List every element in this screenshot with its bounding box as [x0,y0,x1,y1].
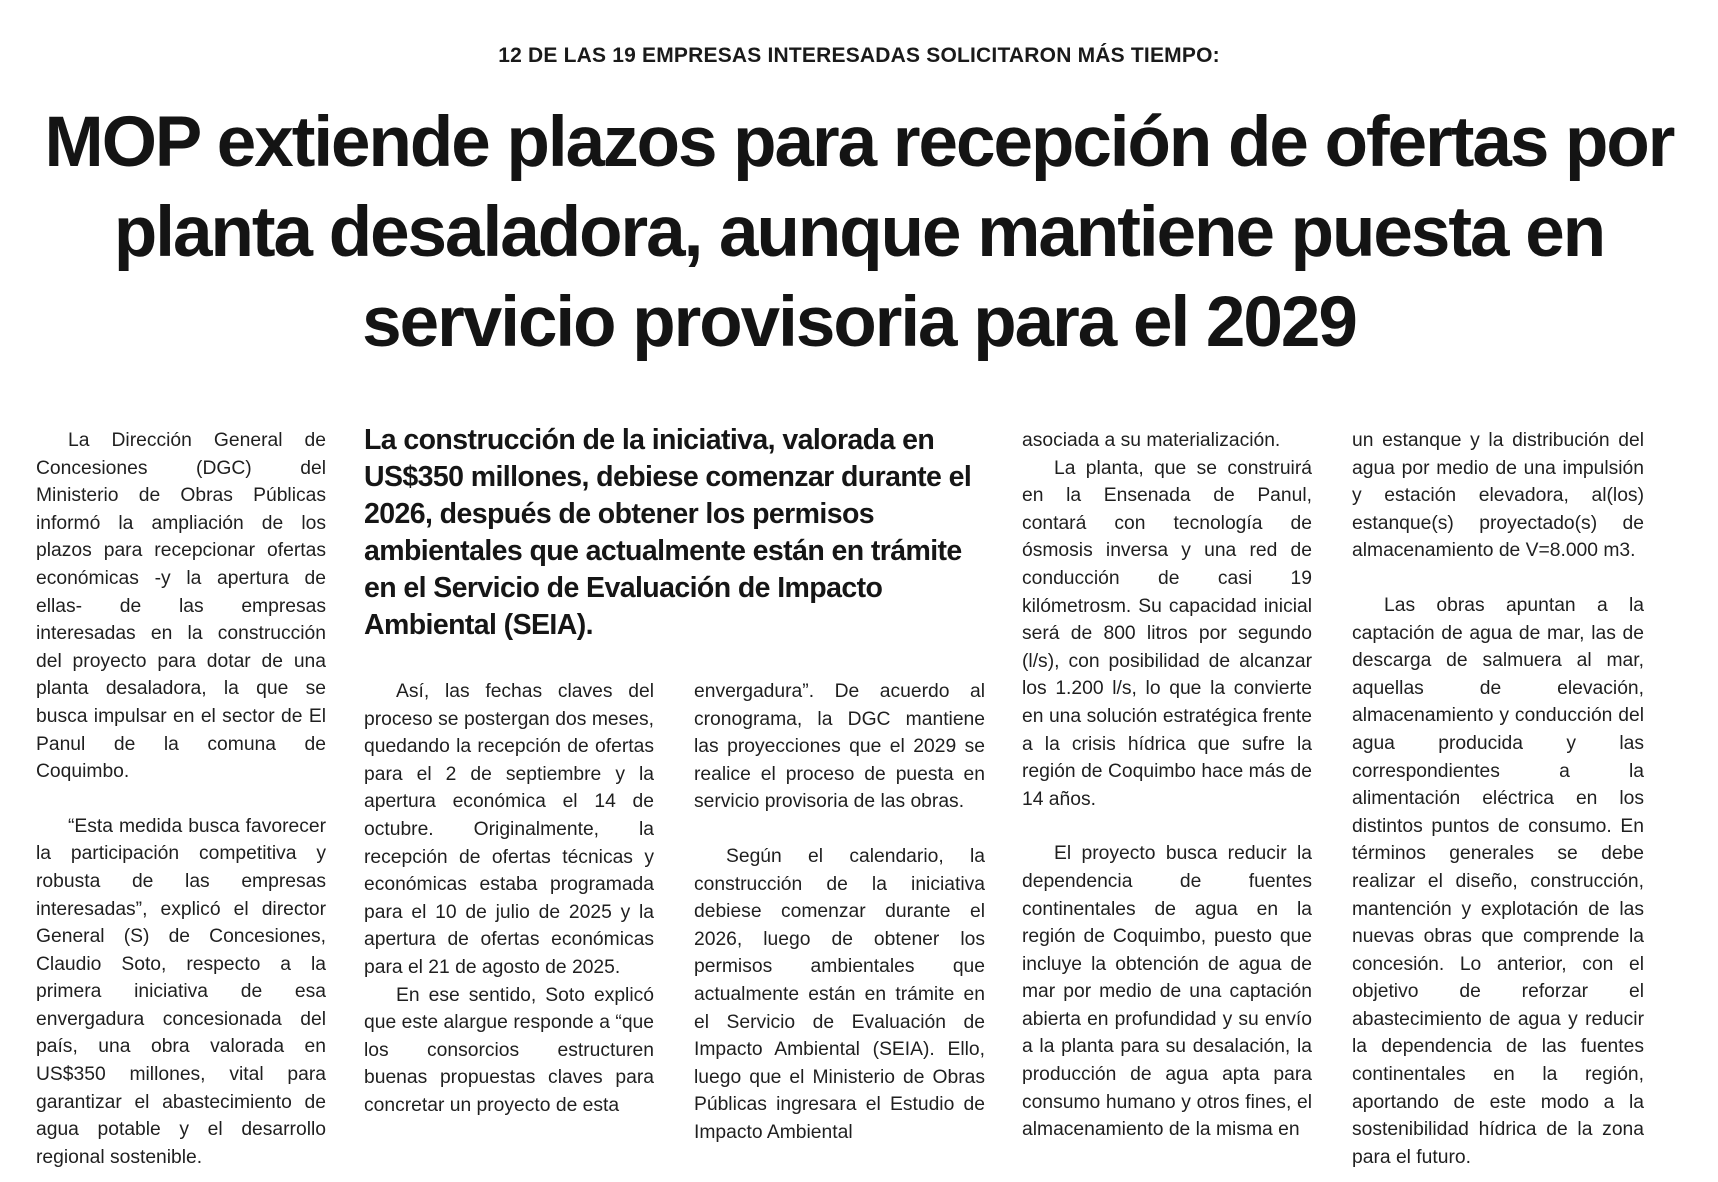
paragraph: envergadura”. De acuerdo al cronograma, la DGC mantiene las proyecciones que el 2029 se realice el proceso de puesta en servicio provisoria de las obras. [694,681,985,813]
body-column-1 [36,427,326,1171]
paragraph: En ese sentido, Soto explicó que este alargue responde a “que los consorcios estructuren buenas propuestas claves para concretar un proyecto de esta [364,984,654,1116]
article-headline: MOP extiende plazos para recepción de ofertas por planta desaladora, aunque mantiene puesta en servicio provisoria para el 2029 [44,103,1674,362]
paragraph: Según el calendario, la construcción de la iniciativa debiese comenzar durante el 2026, luego de obtener los permisos ambientales que actualmente están en trámite en el Servicio de Evaluación de Impacto Ambiental (SEIA). Ello, luego que el Ministerio de Obras Públicas ingresara el Estudio de Impacto Ambiental [694,845,985,1143]
paragraph: El proyecto busca reducir la dependencia de fuentes continentales de agua en la región de Coquimbo, puesto que incluye la obtención de agua de mar por medio de una captación abierta en profundidad y su envío a la planta para su desalación, la producción de agua apta para consumo humano y otros fines, el almacenamiento de la misma en [1022,843,1312,1141]
paragraph: “Esta medida busca favorecer la participación competitiva y robusta de las empresas interesadas”, explicó el director General (S) de Concesiones, Claudio Soto, respecto a la primera iniciativa de esa envergadura concesionada del país, una obra valorada en US$350 millones, vital para garantizar el abastecimiento de agua potable y el desarrollo regional sostenible. [36,815,326,1168]
paragraph: un estanque y la distribución del agua por medio de una impulsión y estación elevadora, al(los) estanque(s) proyectado(s) de almacenamiento de V=8.000 m3. [1352,430,1644,562]
paragraph: asociada a su materialización. [1022,430,1281,451]
paragraph: La planta, que se construirá en la Ensenada de Panul, contará con tecnología de ósmosis inversa y una red de conducción de casi 19 kilómetrosm. Su capacidad inicial será de 800 litros por segundo (l/s), con posibilidad de alcanzar los 1.200 l/s, lo que la convierte en una solución estratégica frente a la crisis hídrica que sufre la región de Coquimbo hace más de 14 años. [1022,457,1312,810]
article-deck: La construcción de la iniciativa, valorada en US$350 millones, debiese comenzar durante el 2026, después de obtener los permisos ambientales que actualmente están en trámite en el Servicio de Evaluación de Impacto Ambiental (SEIA). [364,424,972,641]
article-kicker: 12 DE LAS 19 EMPRESAS INTERESADAS SOLICITARON MÁS TIEMPO: [498,44,1220,67]
paragraph: Las obras apuntan a la captación de agua de mar, las de descarga de salmuera al mar, aquellas de elevación, almacenamiento y conducción del agua producida y las correspondientes a la alimentación eléctrica en los distintos puntos de consumo. En términos generales se debe realizar el diseño, construcción, mantención y explotación de las nuevas obras que comprende la concesión. Lo anterior, con el objetivo de reforzar el abastecimiento de agua y reducir la dependencia de las fuentes continentales en la región, aportando de este modo a la sostenibilidad hídrica de la zona para el futuro. [1352,594,1644,1168]
body-column-4 [1022,427,1312,1144]
paragraph: Así, las fechas claves del proceso se postergan dos meses, quedando la recepción de ofertas para el 2 de septiembre y la apertura económica el 14 de octubre. Originalmente, la recepción de ofertas técnicas y económicas estaba programada para el 10 de julio de 2025 y la apertura de ofertas económicas para el 21 de agosto de 2025. [364,681,654,978]
paragraph: La Dirección General de Concesiones (DGC) del Ministerio de Obras Públicas informó la ampliación de los plazos para recepcionar ofertas económicas -y la apertura de ellas- de las empresas interesadas en la construcción del proyecto para dotar de una planta desaladora, la que se busca impulsar en el sector de El Panul de la comuna de Coquimbo. [36,430,326,783]
body-column-3 [694,678,985,1147]
body-column-2 [364,678,654,1120]
body-column-5 [1352,427,1644,1171]
